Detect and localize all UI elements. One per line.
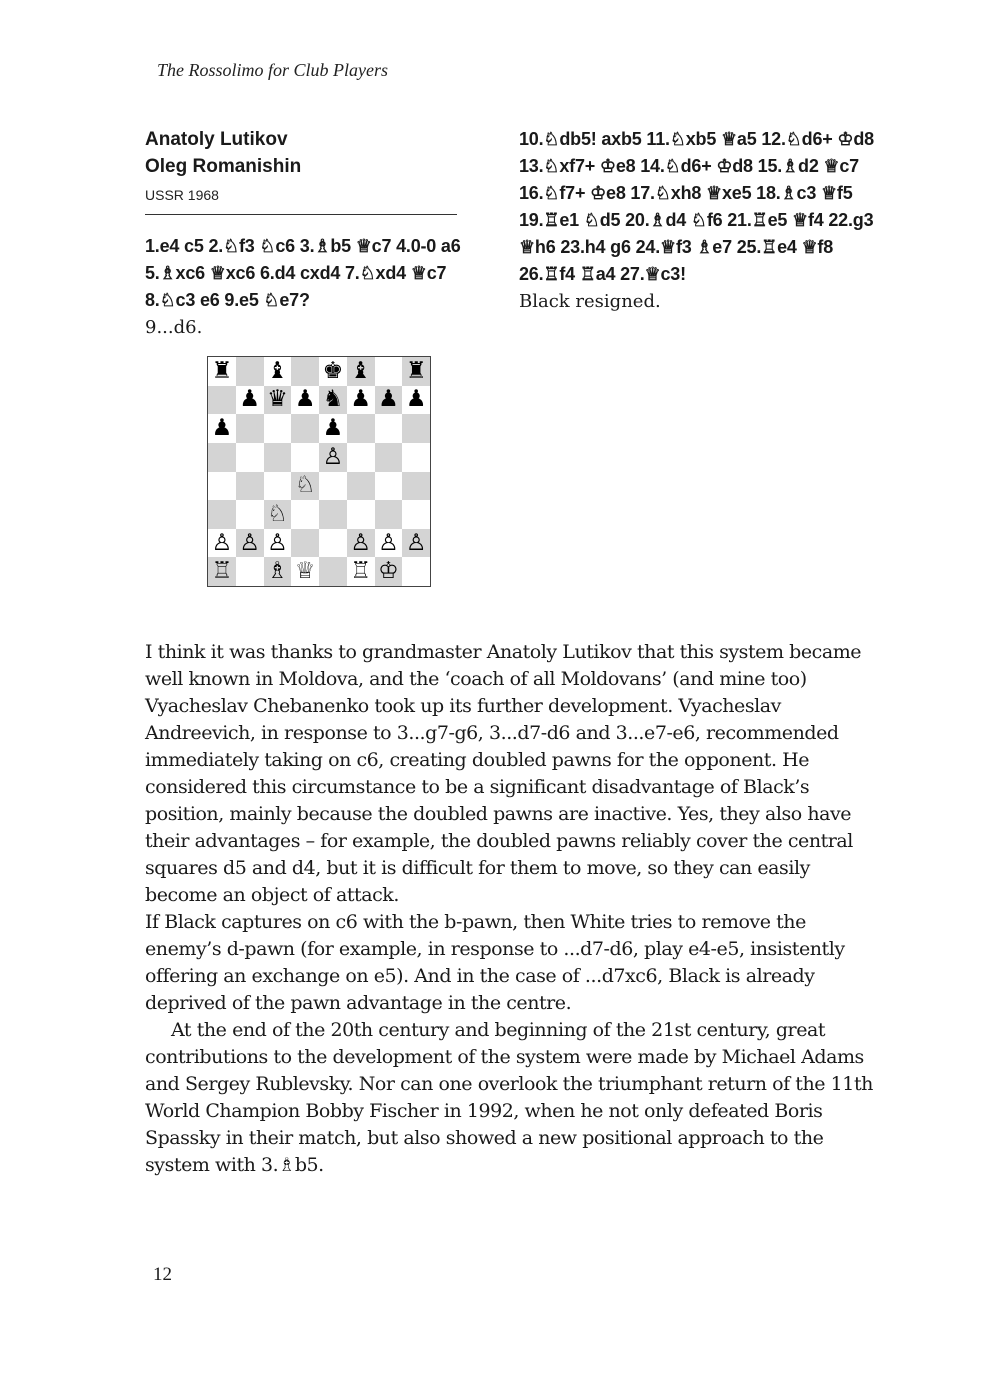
square-f6 [347, 414, 375, 443]
chess-diagram [207, 356, 431, 587]
square-e7: ♞ [319, 386, 347, 415]
square-b6 [236, 414, 264, 443]
square-c6 [264, 414, 292, 443]
square-c8: ♝ [264, 357, 292, 386]
square-a8: ♜ [208, 357, 236, 386]
square-h7: ♟ [402, 386, 430, 415]
square-g1: ♔ [375, 557, 403, 586]
square-g3 [375, 500, 403, 529]
square-f1: ♖ [347, 557, 375, 586]
square-f3 [347, 500, 375, 529]
event: USSR 1968 [145, 187, 219, 203]
square-f7: ♟ [347, 386, 375, 415]
move-comment: 9...d6. [145, 317, 203, 338]
square-d3 [291, 500, 319, 529]
square-g8 [375, 357, 403, 386]
body-text [145, 639, 875, 1179]
game-continuation [519, 126, 879, 315]
square-d5 [291, 443, 319, 472]
square-c1: ♗ [264, 557, 292, 586]
square-b8 [236, 357, 264, 386]
square-f5 [347, 443, 375, 472]
square-a7 [208, 386, 236, 415]
square-a1: ♖ [208, 557, 236, 586]
square-b4 [236, 472, 264, 501]
square-a4 [208, 472, 236, 501]
square-h3 [402, 500, 430, 529]
game-header [145, 126, 490, 341]
square-c7: ♛ [264, 386, 292, 415]
page-number: 12 [153, 1264, 172, 1285]
black-player: Oleg Romanishin [145, 156, 302, 177]
square-b5 [236, 443, 264, 472]
square-d7: ♟ [291, 386, 319, 415]
square-h2: ♙ [402, 529, 430, 558]
square-c3: ♘ [264, 500, 292, 529]
square-g7: ♟ [375, 386, 403, 415]
paragraph: I think it was thanks to grandmaster Anatoly Lutikov that this system became well known in Moldova, and the ‘coach of all Moldovans’ (and mine too) Vyacheslav Chebanenko took up its further development. Vyacheslav Andreevich, in response to 3...g7-g6, 3...d7-d6 and 3...e7-e6, recommended immediately taking on c6, creating doubled pawns for the opponent. He considered this circumstance to be a significant disadvantage of Black’s position, mainly because the doubled pawns are inactive. Yes, they also have their advantages – for example, the doubled pawns reliably cover the central squares d5 and d4, but it is difficult for them to move, so they can easily become an object of attack. [145, 641, 862, 906]
game-result: Black resigned. [519, 291, 661, 312]
square-e8: ♚ [319, 357, 347, 386]
square-h8: ♜ [402, 357, 430, 386]
square-b3 [236, 500, 264, 529]
square-d1: ♕ [291, 557, 319, 586]
square-a3 [208, 500, 236, 529]
square-g6 [375, 414, 403, 443]
square-d8 [291, 357, 319, 386]
square-b7: ♟ [236, 386, 264, 415]
square-d6 [291, 414, 319, 443]
square-c4 [264, 472, 292, 501]
square-e2 [319, 529, 347, 558]
divider [145, 214, 457, 215]
moves-right: 10.♘db5! axb5 11.♘xb5 ♕a5 12.♘d6+ ♔d8 13.♘xf7+ ♔e8 14.♘d6+ ♔d8 15.♗d2 ♕c7 16.♘f7+ ♔e8 17.♘xh8 ♕xe5 18.♗c3 ♕f5 19.♖e1 ♘d5 20.♗d4 ♘f6 21.♖e5 ♕f4 22.g3 ♕h6 23.h4 g6 24.♕f3 ♗e7 25.♖e4 ♕f8 26.♖f4 ♖a4 27.♕c3! [519, 129, 874, 284]
square-b2: ♙ [236, 529, 264, 558]
moves-left: 1.e4 c5 2.♘f3 ♘c6 3.♗b5 ♕c7 4.0-0 a6 5.♗xc6 ♕xc6 6.d4 cxd4 7.♘xd4 ♕c7 8.♘c3 e6 9.e5 ♘e7? [145, 236, 461, 310]
square-c5 [264, 443, 292, 472]
square-a6: ♟ [208, 414, 236, 443]
square-a2: ♙ [208, 529, 236, 558]
square-e5: ♙ [319, 443, 347, 472]
running-head: The Rossolimo for Club Players [157, 60, 389, 80]
square-e3 [319, 500, 347, 529]
square-b1 [236, 557, 264, 586]
square-g2: ♙ [375, 529, 403, 558]
square-a5 [208, 443, 236, 472]
square-f4 [347, 472, 375, 501]
square-e4 [319, 472, 347, 501]
square-g4 [375, 472, 403, 501]
square-h1 [402, 557, 430, 586]
square-h6 [402, 414, 430, 443]
square-d2 [291, 529, 319, 558]
square-e1 [319, 557, 347, 586]
square-f2: ♙ [347, 529, 375, 558]
paragraph: If Black captures on c6 with the b-pawn, then White tries to remove the enemy’s d-pawn (for example, in response to ...d7-d6, play e4-e5, insistently offering an exchange on e5). And in the case of ...d7xc6, Black is already deprived of the pawn advantage in the centre. [145, 911, 845, 1014]
square-f8: ♝ [347, 357, 375, 386]
square-g5 [375, 443, 403, 472]
square-c2: ♙ [264, 529, 292, 558]
paragraph: At the end of the 20th century and beginning of the 21st century, great contributions to the development of the system were made by Michael Adams and Sergey Rublevsky. Nor can one overlook the triumphant return of the 11th World Champion Bobby Fischer in 1992, when he not only defeated Boris Spassky in their match, but also showed a new positional approach to the system with 3.♗b5. [145, 1019, 873, 1176]
square-d4: ♘ [291, 472, 319, 501]
square-e6: ♟ [319, 414, 347, 443]
white-player: Anatoly Lutikov [145, 129, 288, 150]
square-h5 [402, 443, 430, 472]
square-h4 [402, 472, 430, 501]
